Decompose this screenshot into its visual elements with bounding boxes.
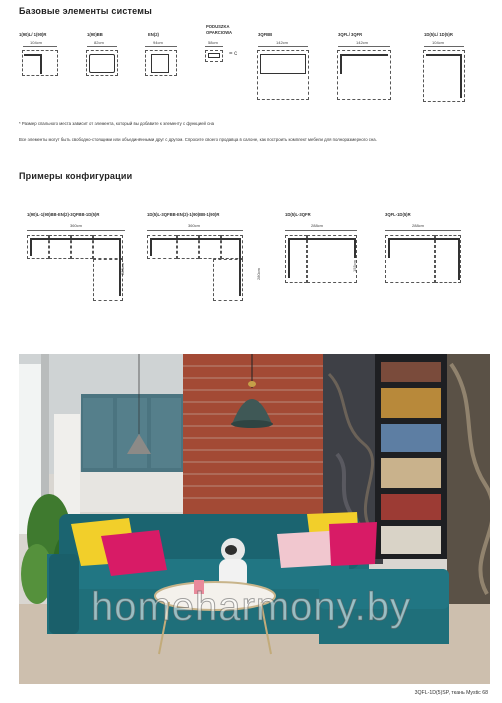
config-width: 360cm [70, 223, 83, 228]
config-height: 280cm [256, 267, 261, 280]
element-dim: 58cm [208, 40, 218, 45]
dimension-line [23, 46, 57, 47]
element-dim: 142cm [356, 40, 369, 45]
dimension-line [385, 230, 461, 231]
dimension-line [338, 46, 390, 47]
config-drawing [147, 235, 247, 305]
dimension-line [27, 230, 125, 231]
dimension-line [205, 46, 223, 47]
element-dim: 104cm [30, 40, 43, 45]
element-drawing-3qfbb [257, 50, 309, 100]
element-code: 1(90)L/ 1(90)R [19, 32, 47, 37]
dimension-line [285, 230, 357, 231]
info-note: Все элементы могут быть свободно-стоящими или объединёнными друг с другом. Спросите своего продавца в салоне, как построить комплект мебели для полноразмерного сна. [19, 137, 377, 142]
watermark: homeharmony.by [90, 585, 412, 629]
element-drawing-3qfl [337, 50, 391, 100]
element-code: 1(90)BB [87, 32, 103, 37]
photo-caption: 3QFL-1D(5)SP, ткань Mystic 68 [414, 690, 488, 696]
config-width: 360cm [188, 223, 201, 228]
config-drawing [285, 235, 361, 285]
dimension-line [145, 46, 177, 47]
element-dim: 82cm [94, 40, 104, 45]
element-code: 3QFL/ 3QFR [338, 32, 363, 37]
config-drawing [385, 235, 465, 287]
dimension-line [87, 46, 117, 47]
element-code: 1D(5)L/ 1D(5)R [424, 32, 453, 37]
config-height: 280cm [120, 262, 125, 275]
element-code: EN(2) [148, 32, 159, 37]
config-drawing [27, 235, 127, 305]
element-drawing-en-2 [145, 50, 177, 76]
config-code: 1D(5)L-3QFBB-EN(2)-1(90)BB-1(90)R [147, 212, 220, 217]
element-dim: 94cm [153, 40, 163, 45]
config-width: 288cm [412, 223, 425, 228]
element-drawing-cushion: = c [205, 50, 245, 64]
element-code: PODUSZKA OPARCIOWA [206, 24, 232, 35]
dimension-line [147, 230, 243, 231]
config-code: 3QFL-1D(5)R [385, 212, 411, 217]
interior-photo [19, 354, 490, 684]
footnote: * Размер спального места зависит от элемента, который вы добавите к элементу с функцией сна [19, 121, 215, 126]
config-code: 1(90)L-1(90)BB-EN(2)-3QFBB-1D(5)R [27, 212, 100, 217]
element-dim: 104cm [432, 40, 445, 45]
dimension-line [424, 46, 464, 47]
section-title-basic-elements: Базовые элементы системы [19, 6, 152, 16]
element-dim: 142cm [276, 40, 289, 45]
config-code: 1D(5)L-3QFR [285, 212, 311, 217]
element-code: 3QFBB [258, 32, 273, 37]
element-drawing-1d5 [423, 50, 465, 102]
element-drawing-1-90-bb [86, 50, 118, 76]
config-width: 288cm [311, 223, 324, 228]
section-title-config-examples: Примеры конфигурации [19, 171, 133, 181]
element-drawing-1-90-l [22, 50, 58, 76]
dimension-line [258, 46, 308, 47]
config-height: 155cm [352, 259, 357, 272]
